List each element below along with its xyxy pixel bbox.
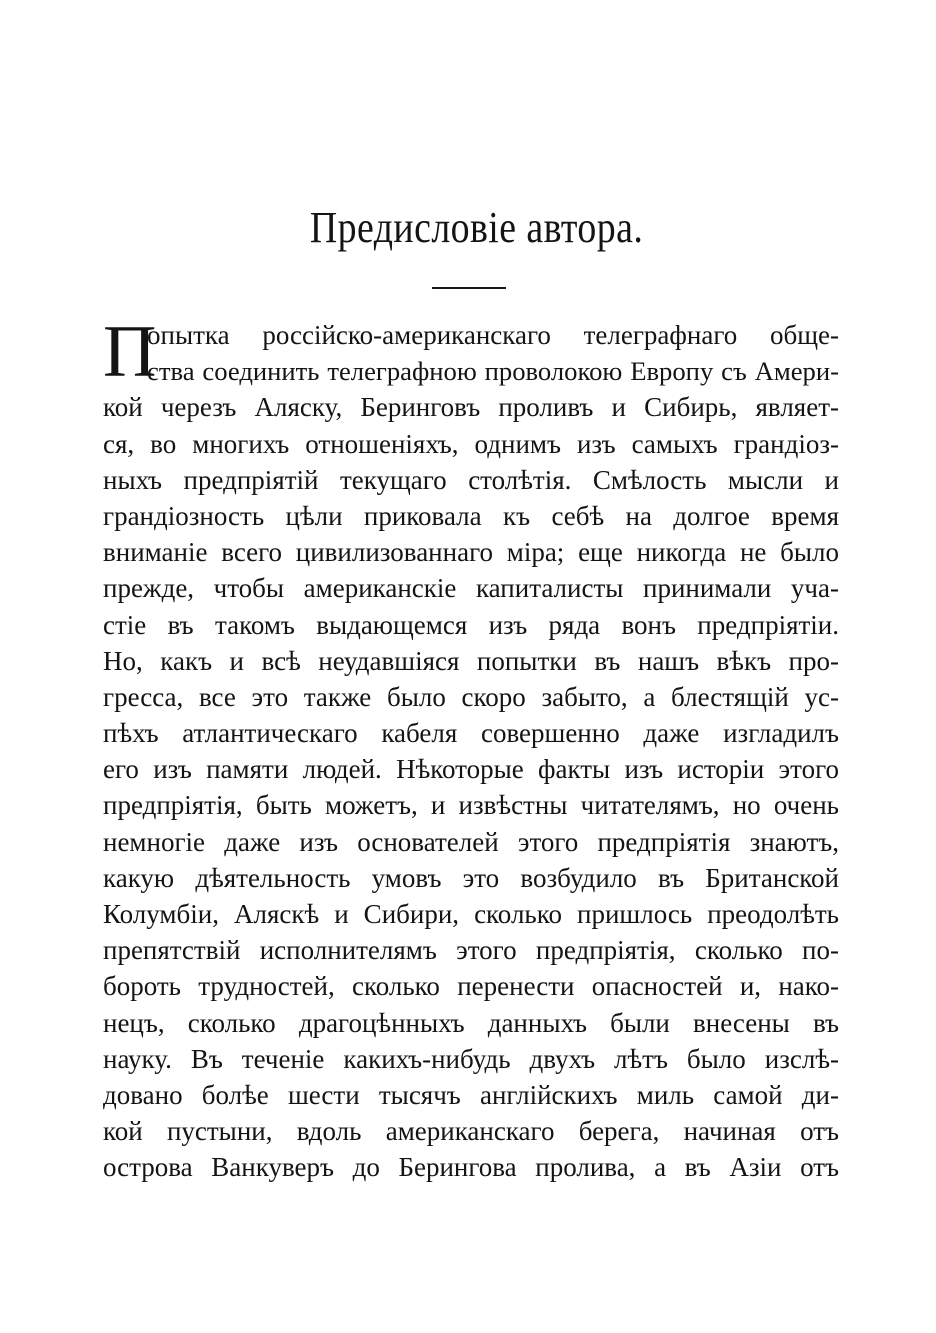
text-line: предпріятія, быть можетъ, и извѣстны читателямъ, но очень: [103, 790, 839, 821]
title-divider: [432, 287, 506, 289]
text-line: науку. Въ теченіе какихъ-нибудь двухъ лѣтъ было изслѣ-: [103, 1043, 839, 1074]
drop-cap: П: [103, 311, 157, 393]
text-line: Но, какъ и всѣ неудавшіяся попытки въ нашъ вѣкъ про-: [103, 645, 839, 676]
text-line: какую дѣятельность умовъ это возбудило въ Британской: [103, 862, 839, 893]
text-line: пѣхъ атлантическаго кабеля совершенно даже изгладилъ: [103, 718, 839, 749]
text-line: гресса, все это также было скоро забыто, а блестящій ус-: [103, 681, 839, 712]
text-line: опытка россійско-американскаго телеграфнаго обще-: [147, 320, 839, 350]
text-line: острова Ванкуверъ до Берингова пролива, а въ Азіи отъ: [103, 1152, 839, 1183]
text-line: кой черезъ Аляску, Беринговъ проливъ и Сибирь, являет-: [103, 392, 839, 423]
text-line: Колумбіи, Аляскѣ и Сибири, сколько пришлось преодолѣть: [103, 899, 839, 929]
text-line: ся, во многихъ отношеніяхъ, однимъ изъ самыхъ грандіоз-: [103, 428, 839, 459]
text-line: нецъ, сколько драгоцѣнныхъ данныхъ были внесены въ: [103, 1007, 839, 1038]
page-title: Предисловіе автора.: [309, 203, 644, 252]
text-line: вниманіе всего цивилизованнаго міра; еще никогда не было: [103, 537, 839, 568]
text-line: ныхъ предпріятій текущаго столѣтія. Смѣлость мысли и: [103, 464, 839, 495]
text-line: прежде, чтобы американскіе капиталисты принимали уча-: [103, 573, 839, 604]
text-line: стіе въ такомъ выдающемся изъ ряда вонъ предпріятіи.: [103, 609, 839, 640]
text-line: грандіозность цѣли приковала къ себѣ на долгое время: [103, 500, 839, 531]
text-line: кой пустыни, вдоль американскаго берега, начиная отъ: [103, 1116, 839, 1147]
text-line: его изъ памяти людей. Нѣкоторые факты изъ исторіи этого: [103, 754, 839, 785]
text-line: немногіе даже изъ основателей этого предпріятія знаютъ,: [103, 826, 839, 857]
text-line: ства соединить телеграфною проволокою Европу съ Амери-: [147, 356, 839, 387]
text-line: препятствій исполнителямъ этого предпріятія, сколько по-: [103, 935, 839, 966]
preface-text: [103, 311, 839, 1186]
text-line: довано болѣе шести тысячъ англійскихъ миль самой ди-: [103, 1079, 839, 1110]
text-line: бороть трудностей, сколько перенести опасностей и, нако-: [103, 971, 839, 1002]
